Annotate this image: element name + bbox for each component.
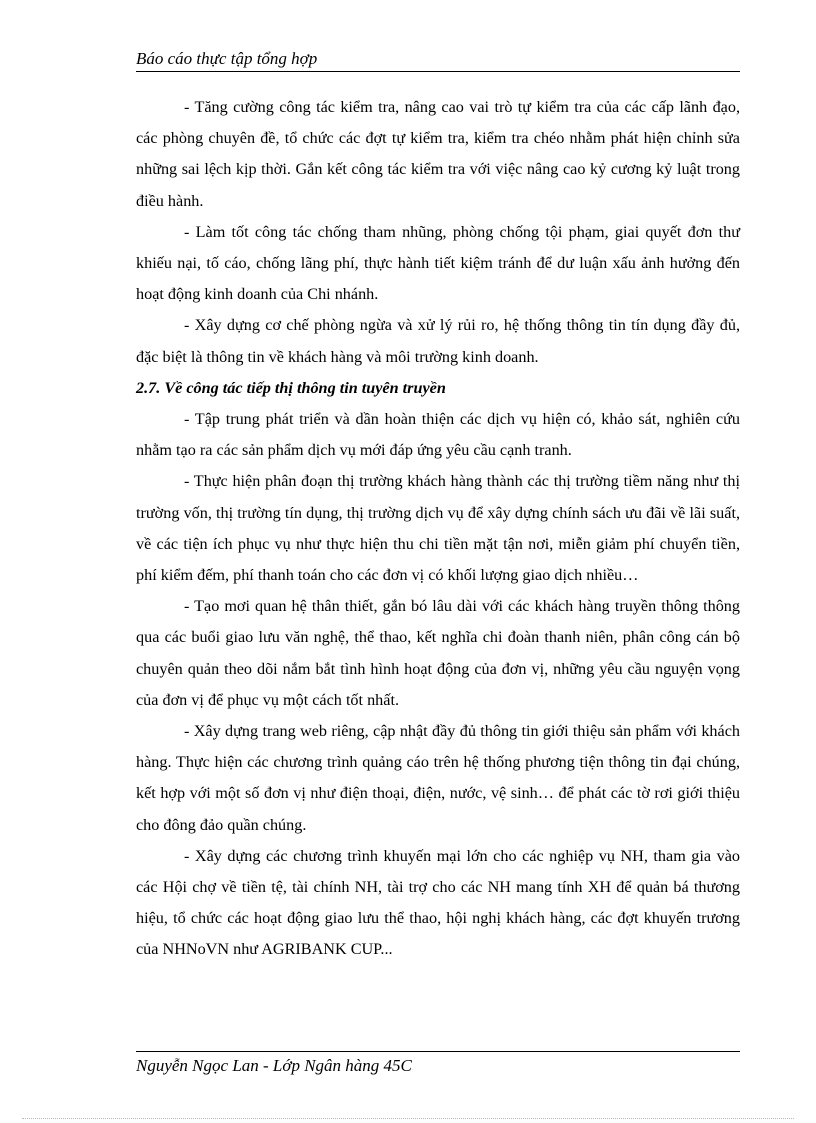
paragraph: - Xây dựng các chương trình khuyến mại lớn cho các nghiệp vụ NH, tham gia vào các Hội chợ về tiền tệ, tài chính NH, tài trợ cho các NH mang tính XH để quản bá thương hiệu, tổ chức các hoạt động giao lưu thể thao, hội nghị khách hàng, các đợt khuyến trương của NHNoVN như AGRIBANK CUP... bbox=[136, 846, 740, 959]
footer-divider bbox=[136, 1051, 740, 1052]
section-heading: 2.7. Về công tác tiếp thị thông tin tuyên truyền bbox=[136, 378, 446, 397]
paragraph: - Tập trung phát triển và dần hoàn thiện các dịch vụ hiện có, khảo sát, nghiên cứu nhằm tạo ra các sản phẩm dịch vụ mới đáp ứng yêu cầu cạnh tranh. bbox=[136, 410, 740, 460]
page-footer-author: Nguyễn Ngọc Lan - Lớp Ngân hàng 45C bbox=[136, 1056, 412, 1075]
page-bottom-dotted-line bbox=[22, 1118, 794, 1119]
document-body bbox=[136, 92, 740, 966]
paragraph: - Thực hiện phân đoạn thị trường khách hàng thành các thị trường tiềm năng như thị trường vốn, thị trường tín dụng, thị trường dịch vụ để xây dựng chính sách ưu đãi về lãi suất, về các tiện ích phục vụ như thực hiện thu chi tiền mặt tận nơi, miễn giảm phí chuyển tiền, phí kiểm đếm, phí thanh toán cho các đơn vị có khối lượng giao dịch nhiều… bbox=[136, 472, 740, 585]
paragraph: - Tạo mơi quan hệ thân thiết, gắn bó lâu dài với các khách hàng truyền thông thông qua các buổi giao lưu văn nghệ, thể thao, kết nghĩa chi đoàn thanh niên, phân công cán bộ chuyên quản theo dõi nắm bắt tình hình hoạt động của đơn vị, những yêu cầu nguyện vọng của đơn vị để phục vụ một cách tốt nhất. bbox=[136, 597, 740, 709]
paragraph: - Xây dựng cơ chế phòng ngừa và xử lý rủi ro, hệ thống thông tin tín dụng đầy đủ, đặc biệt là thông tin về khách hàng và môi trường kinh doanh. bbox=[136, 316, 740, 366]
paragraph: - Làm tốt công tác chống tham nhũng, phòng chống tội phạm, giai quyết đơn thư khiếu nại, tố cáo, chống lãng phí, thực hành tiết kiệm tránh để dư luận xấu ảnh hưởng đến hoạt động kinh doanh của Chi nhánh. bbox=[136, 222, 740, 304]
paragraph: - Xây dựng trang web riêng, cập nhật đầy đủ thông tin giới thiệu sản phẩm với khách hàng. Thực hiện các chương trình quảng cáo trên hệ thống phương tiện thông tin đại chúng, kết hợp với một số đơn vị như điện thoại, điện, nước, vệ sinh… để phát các tờ rơi giới thiệu cho đông đảo quần chúng. bbox=[136, 722, 740, 834]
page-header-title: Báo cáo thực tập tổng hợp bbox=[136, 49, 318, 68]
paragraph: - Tăng cường công tác kiểm tra, nâng cao vai trò tự kiểm tra của các cấp lãnh đạo, các phòng chuyên đề, tổ chức các đợt tự kiểm tra, kiểm tra chéo nhằm phát hiện chỉnh sửa những sai lệch kịp thời. Gắn kết công tác kiểm tra với việc nâng cao kỷ cương kỷ luật trong điều hành. bbox=[136, 98, 740, 210]
header-divider bbox=[136, 71, 740, 72]
